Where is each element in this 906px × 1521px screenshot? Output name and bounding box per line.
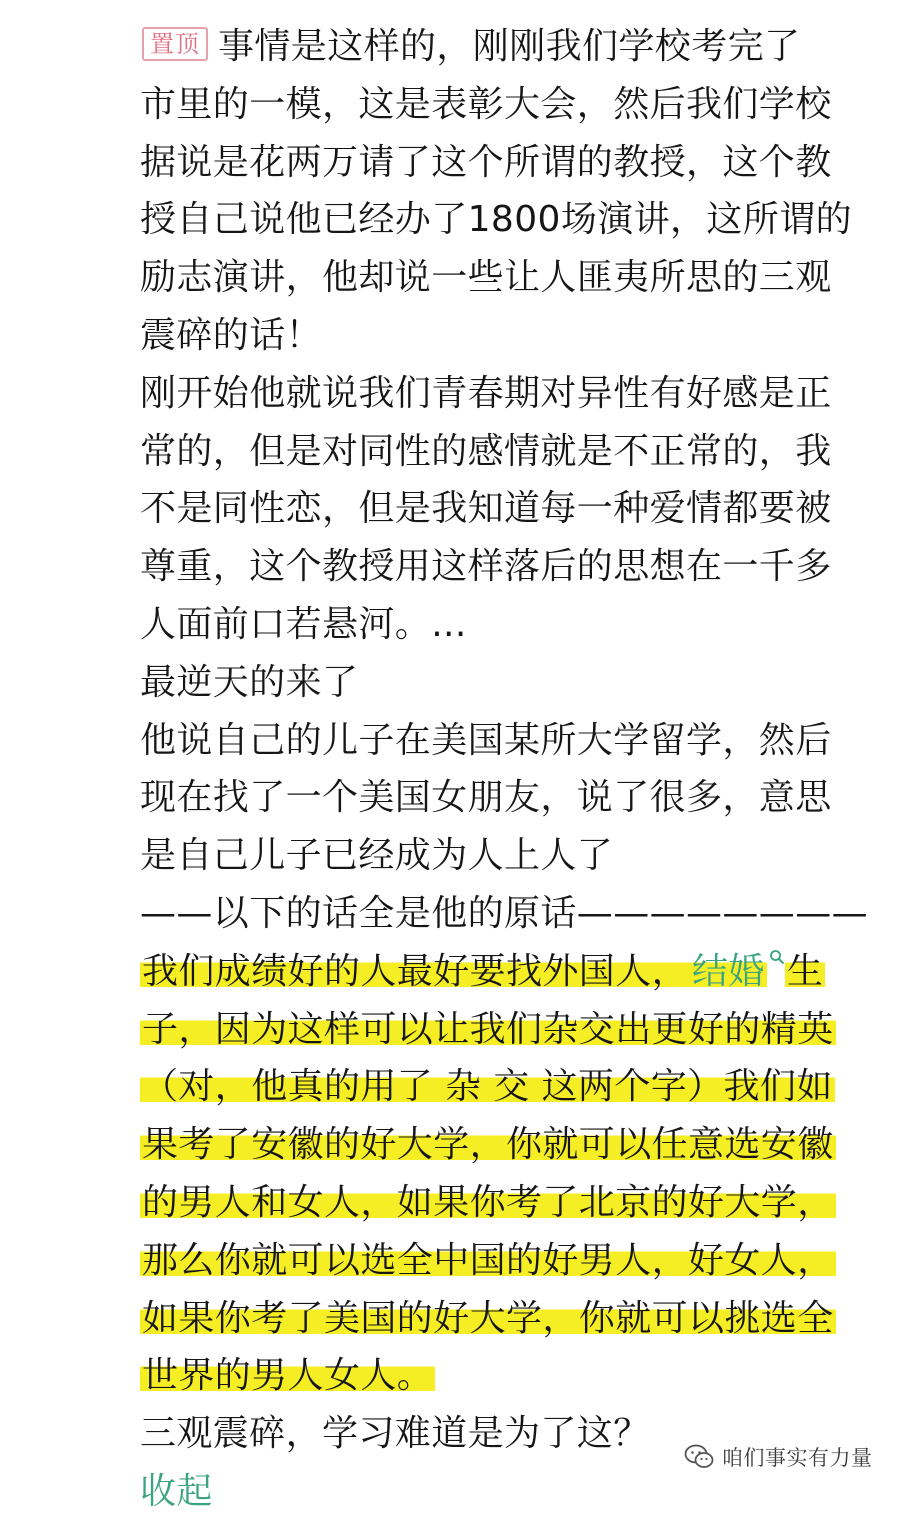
line-text: 授自己说他已经办了1800场演讲，这所谓的	[140, 199, 853, 241]
pinned-badge: 置顶	[142, 27, 208, 61]
watermark	[684, 1442, 873, 1472]
first-line-text: 事情是这样的，刚刚我们学校考完了	[218, 26, 801, 67]
post-lines	[140, 76, 870, 1463]
text-line	[140, 480, 870, 538]
highlighted-text: 那么你就可以选全中国的好男人，好女人，	[142, 1239, 834, 1281]
text-line	[140, 365, 870, 423]
line-text: 市里的一模，这是表彰大会，然后我们学校	[140, 83, 832, 125]
line-text: 三观震碎，学习难道是为了这？	[140, 1413, 650, 1455]
text-line	[140, 538, 870, 596]
highlighted-text: 子，因为这样可以让我们杂交出更好的精英	[142, 1008, 834, 1050]
wechat-icon	[684, 1444, 714, 1470]
line-text: 最逆天的来了	[140, 661, 359, 703]
text-line	[140, 1058, 870, 1116]
line-text: 励志演讲，他却说一些让人匪夷所思的三观	[140, 257, 832, 299]
line-text: ——以下的话全是他的原话————————	[140, 892, 868, 934]
text-line	[140, 307, 870, 365]
highlighted-text: 如果你考了美国的好大学，你就可以挑选全	[142, 1297, 834, 1339]
line-text: 他说自己的儿子在美国某所大学留学，然后	[140, 719, 832, 761]
text-line	[140, 1001, 870, 1059]
text-line	[140, 712, 870, 770]
text-line	[140, 1116, 870, 1174]
text-line	[140, 76, 870, 134]
line-text: 据说是花两万请了这个所谓的教授，这个教	[140, 141, 832, 183]
line-text: 是自己儿子已经成为人上人了	[140, 835, 614, 877]
collapse-link[interactable]: 收起	[140, 1470, 213, 1512]
text-line	[140, 1232, 870, 1290]
text-line	[140, 654, 870, 712]
line-text: 人面前口若悬河。...	[140, 603, 467, 645]
line-text: 刚开始他就说我们青春期对异性有好感是正	[140, 372, 832, 414]
keyword-link[interactable]: 结婚	[692, 950, 765, 992]
text-line	[140, 885, 870, 943]
line-text: 尊重，这个教授用这样落后的思想在一千多	[140, 546, 832, 588]
highlighted-text: （对，他真的用了 杂 交 这两个字）我们如	[142, 1066, 833, 1108]
text-line	[140, 596, 870, 654]
post-body	[140, 18, 870, 1521]
text-line	[140, 943, 870, 1001]
first-line	[140, 18, 870, 76]
highlighted-text: 果考了安徽的好大学，你就可以任意选安徽	[142, 1124, 834, 1166]
text-line	[140, 769, 870, 827]
watermark-text: 咱们事实有力量	[722, 1446, 873, 1470]
text-line	[140, 134, 870, 192]
text-line	[140, 191, 870, 249]
line-text: 现在找了一个美国女朋友，说了很多，意思	[140, 777, 832, 819]
line-text: 震碎的话！	[140, 314, 323, 356]
text-line	[140, 423, 870, 481]
highlighted-text: 生	[786, 950, 824, 992]
text-line	[140, 827, 870, 885]
text-line	[140, 1347, 870, 1405]
text-line	[140, 1174, 870, 1232]
text-line	[140, 1290, 870, 1348]
highlighted-text: 世界的男人女人。	[142, 1355, 434, 1397]
search-icon[interactable]	[769, 949, 785, 965]
line-text: 常的，但是对同性的感情就是不正常的，我	[140, 430, 832, 472]
text-line	[140, 249, 870, 307]
line-text: 不是同性恋，但是我知道每一种爱情都要被	[140, 488, 832, 530]
highlighted-text: 我们成绩好的人最好要找外国人，	[142, 950, 689, 992]
highlighted-text: 的男人和女人，如果你考了北京的好大学，	[142, 1181, 834, 1223]
